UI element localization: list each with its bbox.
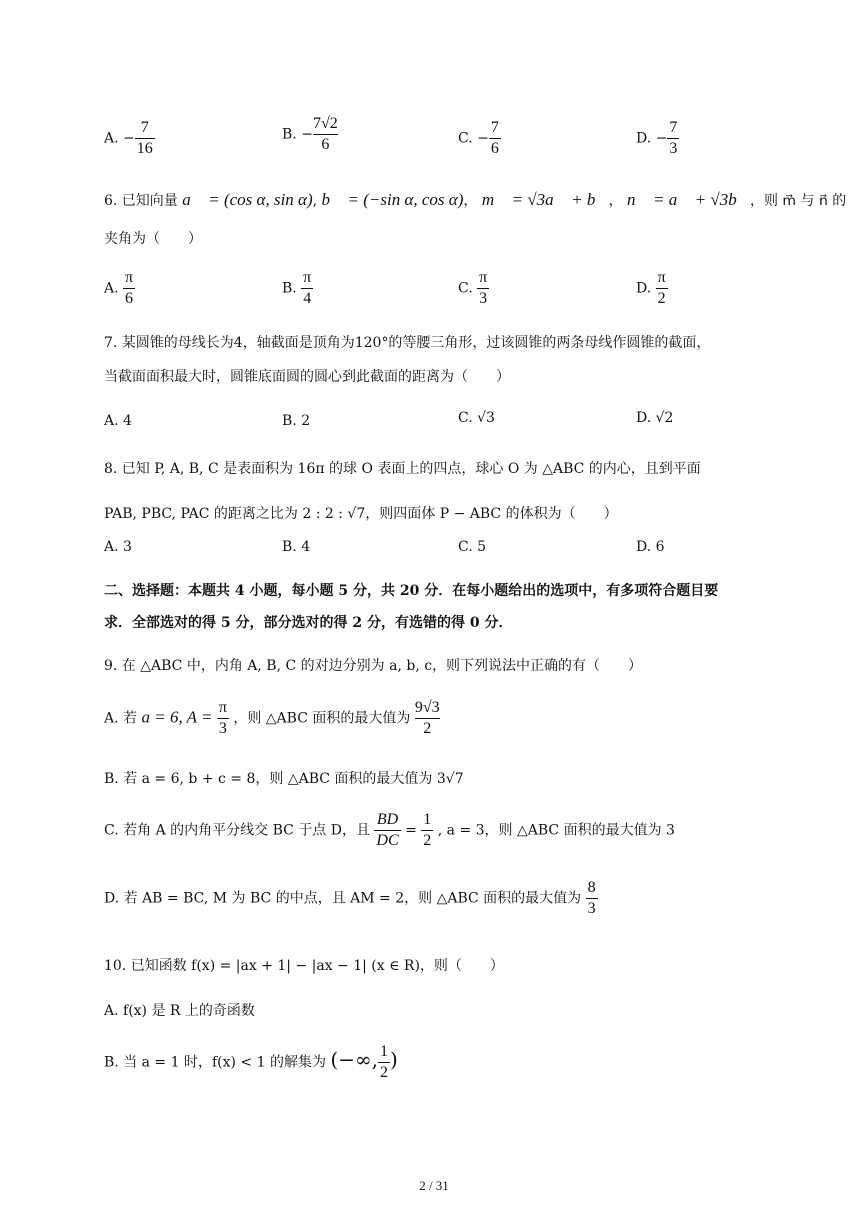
q6-vector-b: b⃗ = (−sin α, cos α) [321,190,464,209]
q9-stem: 9. 在 △ABC 中，内角 A, B, C 的对边分别为 a, b, c，则下列说法中正确的有（ ） [104,658,643,674]
q10-option-a[interactable]: A. f(x) 是 R 上的奇函数 [104,1003,255,1019]
section2-heading-line2: 求．全部选对的得 5 分，部分选对的得 2 分，有选错的得 0 分． [104,615,513,631]
q6-tail: ，则 m⃗ 与 n⃗ 的 [749,193,847,209]
numerator: π [657,269,666,286]
q8-stem-line1: 8. 已知 P, A, B, C 是表面积为 16π 的球 O 表面上的四点，球心 O 为 △ABC 的内心，且到平面 [104,461,701,477]
denominator: 3 [218,720,227,737]
q6-option-c[interactable] [458,268,489,309]
option-label: B. [282,126,297,143]
q5-option-c[interactable] [458,118,501,159]
q6-option-b[interactable] [282,268,313,309]
q8-option-d[interactable]: D. 6 [636,539,665,555]
fraction [477,268,489,309]
numerator: π [218,699,227,716]
denominator: 2 [657,290,666,307]
q6-stem: 6. 已知向量 a⃗ = (cos α, sin α), b⃗ = (−sin α, cos α)， m⃗ = √3a⃗ + b⃗， n⃗ = a⃗ + √3b⃗，则 m⃗ 与 n⃗ 的 [104,190,847,209]
denominator: 16 [136,140,153,157]
page-number: 2 / 31 [419,1178,449,1193]
equals-sign: = [405,822,417,839]
fraction [301,268,313,309]
option-label: C. 若角 A 的内角平分线交 BC 于点 D，且 [104,822,370,839]
q7-option-c[interactable]: C. √3 [458,410,495,426]
fraction [421,810,433,851]
section2-heading-line1: 二、选择题：本题共 4 小题，每小题 5 分，共 20 分．在每小题给出的选项中，有多项符合题目要 [104,583,719,599]
fraction [374,810,400,851]
q7-option-d[interactable]: D. √2 [636,410,674,426]
fraction [123,268,135,309]
fraction [586,878,598,919]
option-label: B. [282,280,297,297]
denominator: 2 [415,718,440,739]
numerator: 8 [587,879,596,896]
minus-sign: − [123,130,135,147]
fraction [313,114,338,155]
numerator: 9√3 [414,699,440,716]
q5-option-a[interactable] [104,118,155,159]
option-label: D. [636,280,652,297]
q8-option-a[interactable]: A. 3 [104,539,132,555]
q7-stem-line2: 当截面面积最大时，圆锥底面圆的圆心到此截面的距离为（ ） [104,369,510,385]
q9-option-d[interactable] [104,878,598,919]
q9-option-a[interactable] [104,698,440,739]
minus-sign: − [655,130,668,147]
numerator: π [479,269,488,286]
denominator: 3 [587,900,596,917]
q9a-condition: a = 6, A = [141,707,213,727]
q7-stem-line1: 7. 某圆锥的母线长为4，轴截面是顶角为120°的等腰三角形，过该圆锥的两条母线作圆锥的截面， [104,335,711,351]
denominator: 3 [479,290,488,307]
fraction [378,1042,390,1083]
denominator: 6 [125,290,134,307]
numerator: 7 [669,119,678,136]
q6-option-a[interactable] [104,268,135,309]
denominator: 6 [313,134,338,155]
numerator: 7 [490,119,499,136]
numerator: BD [376,811,399,828]
numerator: π [124,269,134,286]
fraction [415,698,440,739]
q6-vector-m: m⃗ = √3a⃗ + b⃗ [481,190,609,209]
option-label: D. 若 AB = BC, M 为 BC 的中点，且 AM = 2，则 △ABC 面积的最大值为 [104,890,582,907]
q6-vector-n: n⃗ = a⃗ + √3b⃗ [627,190,750,209]
option-label: C. [458,130,473,147]
q10-option-b[interactable] [104,1042,398,1083]
q8-option-c[interactable]: C. 5 [458,539,487,555]
q6-text: 6. 已知向量 [104,193,178,209]
denominator: DC [376,832,399,849]
q5-option-b[interactable] [282,114,338,155]
q8-stem-line2: PAB, PBC, PAC 的距离之比为 2 : 2 : √7，则四面体 P − ABC 的体积为（ ） [104,506,618,522]
option-label: C. [458,280,473,297]
option-label: A. 若 [104,710,138,727]
fraction [667,118,679,159]
numerator: π [303,269,312,286]
q9a-text: ，则 △ABC 面积的最大值为 [233,710,411,727]
q7-option-b[interactable]: B. 2 [282,413,311,429]
interval-close: ) [390,1047,398,1072]
q9-option-c[interactable] [104,810,675,851]
q6-stem-line2: 夹角为（ ） [104,231,202,247]
option-label: A. [104,280,119,297]
fraction [217,698,229,739]
denominator: 2 [380,1064,388,1081]
numerator: 7 [140,119,149,136]
q6-option-d[interactable] [636,268,668,309]
denominator: 2 [423,832,432,849]
q10-stem: 10. 已知函数 f(x) = |ax + 1| − |ax − 1| (x ∈ R)，则（ ） [104,958,504,974]
q8-option-b[interactable]: B. 4 [282,539,311,555]
fraction [489,118,501,159]
q7-option-a[interactable]: A. 4 [104,413,132,429]
denominator: 3 [669,140,678,157]
q9c-text: , a = 3，则 △ABC 面积的最大值为 3 [437,822,675,839]
numerator: 7√2 [312,115,338,132]
denominator: 6 [490,140,499,157]
q6-vector-a: a⃗ = (cos α, sin α) [182,190,313,209]
fraction [135,118,155,159]
option-label: A. [104,130,119,147]
option-label: B. 当 a = 1 时，f(x) < 1 的解集为 [104,1054,326,1071]
minus-sign: − [301,126,313,143]
option-label: D. [636,130,652,147]
numerator: 1 [423,811,432,828]
numerator: 1 [380,1043,388,1060]
denominator: 4 [303,290,312,307]
interval-open: (−∞, [330,1047,378,1072]
q9-option-b[interactable]: B. 若 a = 6, b + c = 8，则 △ABC 面积的最大值为 3√7 [104,771,464,787]
minus-sign: − [477,130,489,147]
q5-option-d[interactable] [636,118,679,159]
fraction [656,268,668,309]
